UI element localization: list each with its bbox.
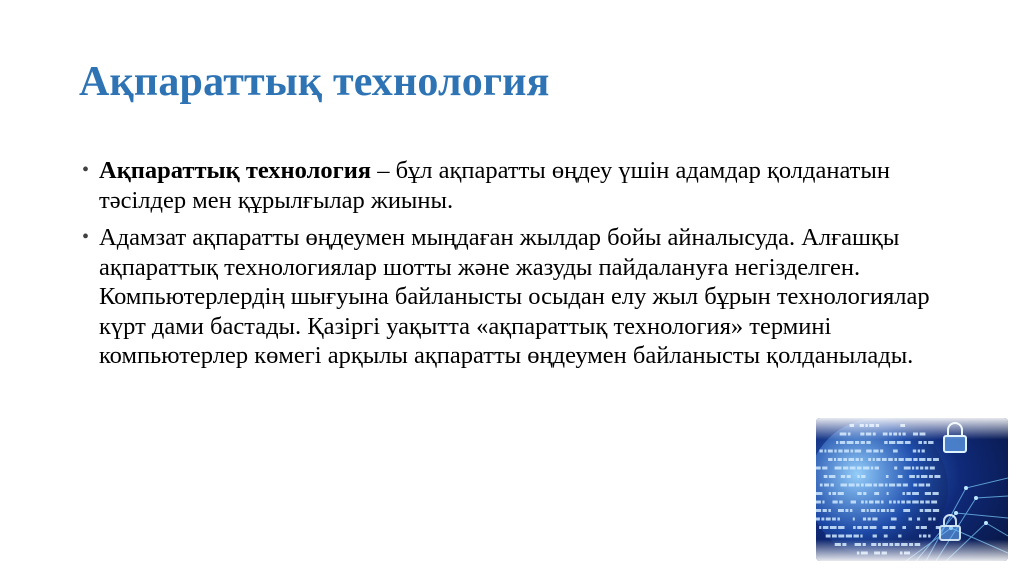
bullet-paragraph: Адамзат ақпаратты өңдеумен мыңдаған жылдар бойы айналысуда. Алғашқы ақпараттық технологиялар шотты және жазуды пайдалануға негізделген. Компьютерлердің шығуына байланысты осыдан елу жыл бұрын технологиялар күрт дами бастады. Қазіргі уақытта «ақпараттық технология» термині компьютерлер көмегі арқылы ақпаратты өңдеумен байланысты қолданылады.: [99, 224, 930, 369]
bullet-definition: – бұл ақпаратты өңдеу үшін адамдар қолданатын тәсілдер мен құрылғылар жиыны.: [99, 157, 890, 214]
bullet-dot-icon: •: [82, 226, 90, 248]
slide-title: Ақпараттық технология: [79, 59, 550, 105]
bullet-item-2: [80, 223, 960, 371]
bullet-list: [80, 156, 960, 379]
technology-illustration: [816, 418, 1008, 561]
bullet-dot-icon: •: [82, 159, 90, 181]
data-globe-image: [816, 418, 1008, 561]
bullet-term: Ақпараттық технология: [99, 157, 372, 184]
bullet-item-1: [80, 156, 960, 215]
